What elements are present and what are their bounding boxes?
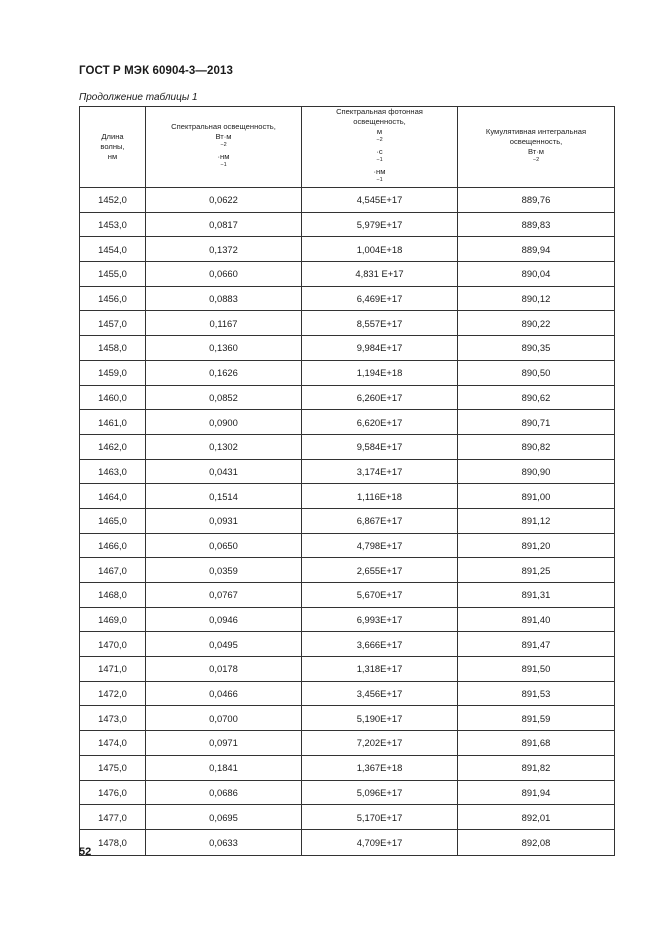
column-header-cumulative-irradiance <box>458 107 615 188</box>
cell-wavelength: 1465,0 <box>80 508 146 533</box>
cell-photon-irradiance: 4,798E+17 <box>302 533 458 558</box>
cell-photon-irradiance: 1,318E+17 <box>302 657 458 682</box>
cell-wavelength: 1454,0 <box>80 237 146 262</box>
header-line: волны, <box>100 142 125 151</box>
cell-cumulative-irradiance: 892,08 <box>458 829 615 855</box>
cell-photon-irradiance: 6,260E+17 <box>302 385 458 410</box>
table-row <box>80 286 615 311</box>
table-row <box>80 360 615 385</box>
cell-spectral-irradiance: 0,0883 <box>146 286 302 311</box>
cell-photon-irradiance: 6,469E+17 <box>302 286 458 311</box>
table-row <box>80 533 615 558</box>
cell-wavelength: 1464,0 <box>80 484 146 509</box>
cell-spectral-irradiance: 0,0700 <box>146 706 302 731</box>
table-row <box>80 459 615 484</box>
cell-spectral-irradiance: 0,1372 <box>146 237 302 262</box>
table-row <box>80 731 615 756</box>
cell-spectral-irradiance: 0,0660 <box>146 262 302 287</box>
cell-cumulative-irradiance: 890,22 <box>458 311 615 336</box>
cell-photon-irradiance: 4,709E+17 <box>302 829 458 855</box>
cell-wavelength: 1476,0 <box>80 780 146 805</box>
cell-cumulative-irradiance: 891,47 <box>458 632 615 657</box>
cell-wavelength: 1472,0 <box>80 681 146 706</box>
cell-wavelength: 1468,0 <box>80 583 146 608</box>
cell-cumulative-irradiance: 891,59 <box>458 706 615 731</box>
table-row <box>80 410 615 435</box>
cell-spectral-irradiance: 0,1302 <box>146 434 302 459</box>
table-row <box>80 311 615 336</box>
cell-wavelength: 1466,0 <box>80 533 146 558</box>
table-row <box>80 385 615 410</box>
header-line: Спектральная фотонная <box>336 107 423 116</box>
header-unit: Вт·м $^{-2}$ ·нм $^{-1}$ <box>215 132 232 168</box>
table-row <box>80 706 615 731</box>
cell-spectral-irradiance: 0,0767 <box>146 583 302 608</box>
cell-cumulative-irradiance: 890,35 <box>458 336 615 361</box>
cell-cumulative-irradiance: 890,12 <box>458 286 615 311</box>
cell-spectral-irradiance: 0,0622 <box>146 188 302 213</box>
cell-photon-irradiance: 8,557E+17 <box>302 311 458 336</box>
cell-wavelength: 1458,0 <box>80 336 146 361</box>
table-row <box>80 583 615 608</box>
cell-wavelength: 1478,0 <box>80 829 146 855</box>
cell-photon-irradiance: 5,170E+17 <box>302 805 458 830</box>
cell-spectral-irradiance: 0,0946 <box>146 607 302 632</box>
column-header-spectral-irradiance <box>146 107 302 188</box>
spectral-irradiance-table <box>79 106 615 856</box>
cell-cumulative-irradiance: 889,76 <box>458 188 615 213</box>
cell-wavelength: 1453,0 <box>80 212 146 237</box>
cell-spectral-irradiance: 0,0431 <box>146 459 302 484</box>
cell-spectral-irradiance: 0,0178 <box>146 657 302 682</box>
cell-photon-irradiance: 6,993E+17 <box>302 607 458 632</box>
cell-cumulative-irradiance: 890,71 <box>458 410 615 435</box>
table-row <box>80 607 615 632</box>
column-header-photon-irradiance <box>302 107 458 188</box>
cell-photon-irradiance: 9,984E+17 <box>302 336 458 361</box>
table-row <box>80 805 615 830</box>
cell-spectral-irradiance: 0,0852 <box>146 385 302 410</box>
cell-spectral-irradiance: 0,0650 <box>146 533 302 558</box>
cell-photon-irradiance: 5,096E+17 <box>302 780 458 805</box>
cell-spectral-irradiance: 0,0686 <box>146 780 302 805</box>
table-row <box>80 681 615 706</box>
header-unit: Вт·м $^{-2}$ <box>527 147 545 163</box>
cell-wavelength: 1456,0 <box>80 286 146 311</box>
cell-cumulative-irradiance: 891,50 <box>458 657 615 682</box>
cell-cumulative-irradiance: 891,31 <box>458 583 615 608</box>
cell-cumulative-irradiance: 890,62 <box>458 385 615 410</box>
table-row <box>80 262 615 287</box>
cell-wavelength: 1460,0 <box>80 385 146 410</box>
cell-spectral-irradiance: 0,1360 <box>146 336 302 361</box>
column-header-wavelength <box>80 107 146 188</box>
table-row <box>80 780 615 805</box>
cell-photon-irradiance: 4,831 E+17 <box>302 262 458 287</box>
header-unit: м $^{-2}$ ·с $^{-1}$ ·нм $^{-1}$ <box>373 127 386 183</box>
cell-photon-irradiance: 4,545E+17 <box>302 188 458 213</box>
cell-wavelength: 1474,0 <box>80 731 146 756</box>
page-number: 52 <box>79 846 92 858</box>
cell-photon-irradiance: 3,666E+17 <box>302 632 458 657</box>
cell-wavelength: 1461,0 <box>80 410 146 435</box>
table-body <box>80 188 615 856</box>
table-row <box>80 829 615 855</box>
cell-photon-irradiance: 1,116E+18 <box>302 484 458 509</box>
cell-wavelength: 1470,0 <box>80 632 146 657</box>
cell-spectral-irradiance: 0,0359 <box>146 558 302 583</box>
table-row <box>80 632 615 657</box>
cell-spectral-irradiance: 0,0971 <box>146 731 302 756</box>
cell-wavelength: 1457,0 <box>80 311 146 336</box>
cell-photon-irradiance: 5,670E+17 <box>302 583 458 608</box>
table-row <box>80 508 615 533</box>
cell-cumulative-irradiance: 891,40 <box>458 607 615 632</box>
cell-cumulative-irradiance: 891,12 <box>458 508 615 533</box>
table-row <box>80 558 615 583</box>
cell-spectral-irradiance: 0,1841 <box>146 755 302 780</box>
cell-photon-irradiance: 3,174E+17 <box>302 459 458 484</box>
cell-wavelength: 1469,0 <box>80 607 146 632</box>
cell-photon-irradiance: 3,456E+17 <box>302 681 458 706</box>
cell-cumulative-irradiance: 891,20 <box>458 533 615 558</box>
cell-spectral-irradiance: 0,0633 <box>146 829 302 855</box>
cell-spectral-irradiance: 0,0931 <box>146 508 302 533</box>
cell-photon-irradiance: 6,620E+17 <box>302 410 458 435</box>
table-row <box>80 484 615 509</box>
table-row <box>80 657 615 682</box>
cell-photon-irradiance: 2,655E+17 <box>302 558 458 583</box>
cell-cumulative-irradiance: 890,82 <box>458 434 615 459</box>
table-header-row <box>80 107 615 188</box>
cell-wavelength: 1475,0 <box>80 755 146 780</box>
header-line: нм <box>107 152 118 161</box>
header-line: освещенность, <box>353 117 406 126</box>
cell-cumulative-irradiance: 891,94 <box>458 780 615 805</box>
table-row <box>80 188 615 213</box>
table-row <box>80 755 615 780</box>
table-row <box>80 237 615 262</box>
cell-cumulative-irradiance: 891,68 <box>458 731 615 756</box>
header-line: Длина <box>101 132 124 141</box>
cell-cumulative-irradiance: 890,04 <box>458 262 615 287</box>
cell-spectral-irradiance: 0,0817 <box>146 212 302 237</box>
header-line: освещенность, <box>509 137 563 146</box>
document-header: ГОСТ Р МЭК 60904-3—2013 <box>79 65 233 77</box>
cell-cumulative-irradiance: 891,00 <box>458 484 615 509</box>
table-caption: Продолжение таблицы 1 <box>79 92 198 103</box>
cell-wavelength: 1477,0 <box>80 805 146 830</box>
cell-wavelength: 1467,0 <box>80 558 146 583</box>
cell-photon-irradiance: 1,004E+18 <box>302 237 458 262</box>
cell-wavelength: 1471,0 <box>80 657 146 682</box>
cell-cumulative-irradiance: 892,01 <box>458 805 615 830</box>
table-row <box>80 336 615 361</box>
header-line: Кумулятивная интегральная <box>485 127 587 136</box>
cell-photon-irradiance: 1,194E+18 <box>302 360 458 385</box>
cell-cumulative-irradiance: 890,50 <box>458 360 615 385</box>
cell-wavelength: 1463,0 <box>80 459 146 484</box>
cell-photon-irradiance: 1,367E+18 <box>302 755 458 780</box>
cell-wavelength: 1452,0 <box>80 188 146 213</box>
cell-cumulative-irradiance: 889,94 <box>458 237 615 262</box>
cell-spectral-irradiance: 0,1167 <box>146 311 302 336</box>
cell-spectral-irradiance: 0,0466 <box>146 681 302 706</box>
cell-wavelength: 1473,0 <box>80 706 146 731</box>
cell-spectral-irradiance: 0,1626 <box>146 360 302 385</box>
cell-photon-irradiance: 5,979E+17 <box>302 212 458 237</box>
cell-wavelength: 1455,0 <box>80 262 146 287</box>
cell-cumulative-irradiance: 891,25 <box>458 558 615 583</box>
cell-spectral-irradiance: 0,0900 <box>146 410 302 435</box>
cell-photon-irradiance: 9,584E+17 <box>302 434 458 459</box>
cell-wavelength: 1462,0 <box>80 434 146 459</box>
cell-spectral-irradiance: 0,1514 <box>146 484 302 509</box>
table-row <box>80 212 615 237</box>
cell-photon-irradiance: 6,867E+17 <box>302 508 458 533</box>
cell-cumulative-irradiance: 891,53 <box>458 681 615 706</box>
cell-cumulative-irradiance: 890,90 <box>458 459 615 484</box>
table-row <box>80 434 615 459</box>
cell-photon-irradiance: 5,190E+17 <box>302 706 458 731</box>
cell-spectral-irradiance: 0,0695 <box>146 805 302 830</box>
cell-cumulative-irradiance: 889,83 <box>458 212 615 237</box>
cell-spectral-irradiance: 0,0495 <box>146 632 302 657</box>
cell-cumulative-irradiance: 891,82 <box>458 755 615 780</box>
cell-photon-irradiance: 7,202E+17 <box>302 731 458 756</box>
header-line: Спектральная освещенность, <box>171 122 276 131</box>
cell-wavelength: 1459,0 <box>80 360 146 385</box>
